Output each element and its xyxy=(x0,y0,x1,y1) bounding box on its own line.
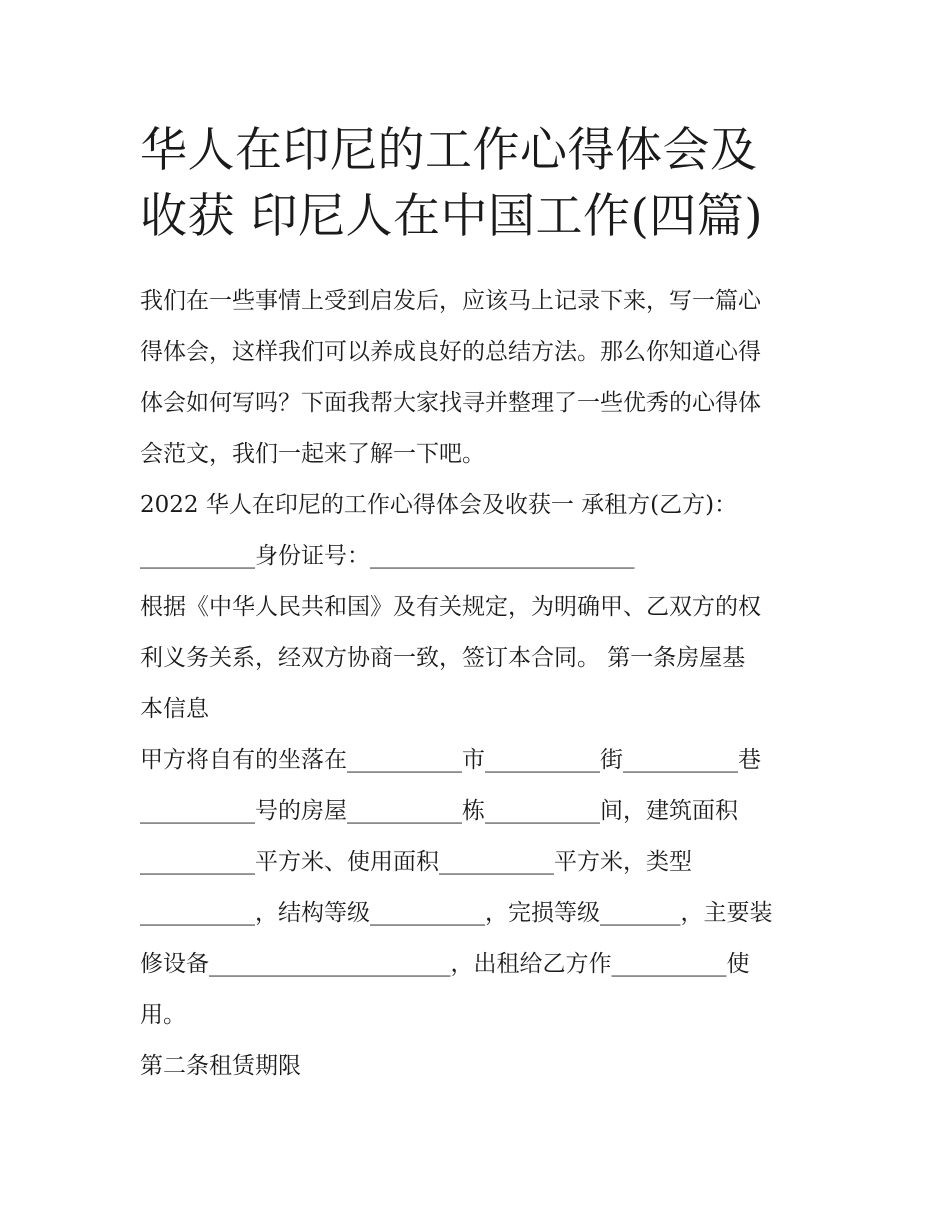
body-line: 体会如何写吗？下面我帮大家找寻并整理了一些优秀的心得体 xyxy=(140,390,761,416)
title-line-1: 华人在印尼的工作心得体会及 xyxy=(140,123,758,178)
body-line: 会范文，我们一起来了解一下吧。 xyxy=(140,441,485,467)
body-line: __________号的房屋__________栋__________间，建筑面积 xyxy=(140,798,738,824)
body-line: 本信息 xyxy=(140,696,209,722)
body-line: __________身份证号：_______________________ xyxy=(140,543,635,569)
body-line: 得体会，这样我们可以养成良好的总结方法。那么你知道心得 xyxy=(140,339,761,365)
body-line: 修设备_____________________，出租给乙方作__________使 xyxy=(140,951,750,977)
body-line: 甲方将自有的坐落在__________市__________街__________巷 xyxy=(140,747,761,773)
body-line: 根据《中华人民共和国》及有关规定，为明确甲、乙双方的权 xyxy=(140,594,761,620)
body-line: __________，结构等级__________，完损等级_______，主要装 xyxy=(140,900,773,926)
title-line-2: 收获 印尼人在中国工作(四篇) xyxy=(140,189,764,244)
document-title xyxy=(140,118,820,250)
body-line: 2022 华人在印尼的工作心得体会及收获一 承租方(乙方)： xyxy=(140,492,738,518)
body-line: 第二条租赁期限 xyxy=(140,1053,301,1079)
body-line: 利义务关系，经双方协商一致，签订本合同。 第一条房屋基 xyxy=(140,645,746,671)
body-line: 用。 xyxy=(140,1002,186,1028)
body-line: __________平方米、使用面积__________平方米，类型 xyxy=(140,849,692,875)
body-line: 我们在一些事情上受到启发后，应该马上记录下来，写一篇心 xyxy=(140,288,761,314)
